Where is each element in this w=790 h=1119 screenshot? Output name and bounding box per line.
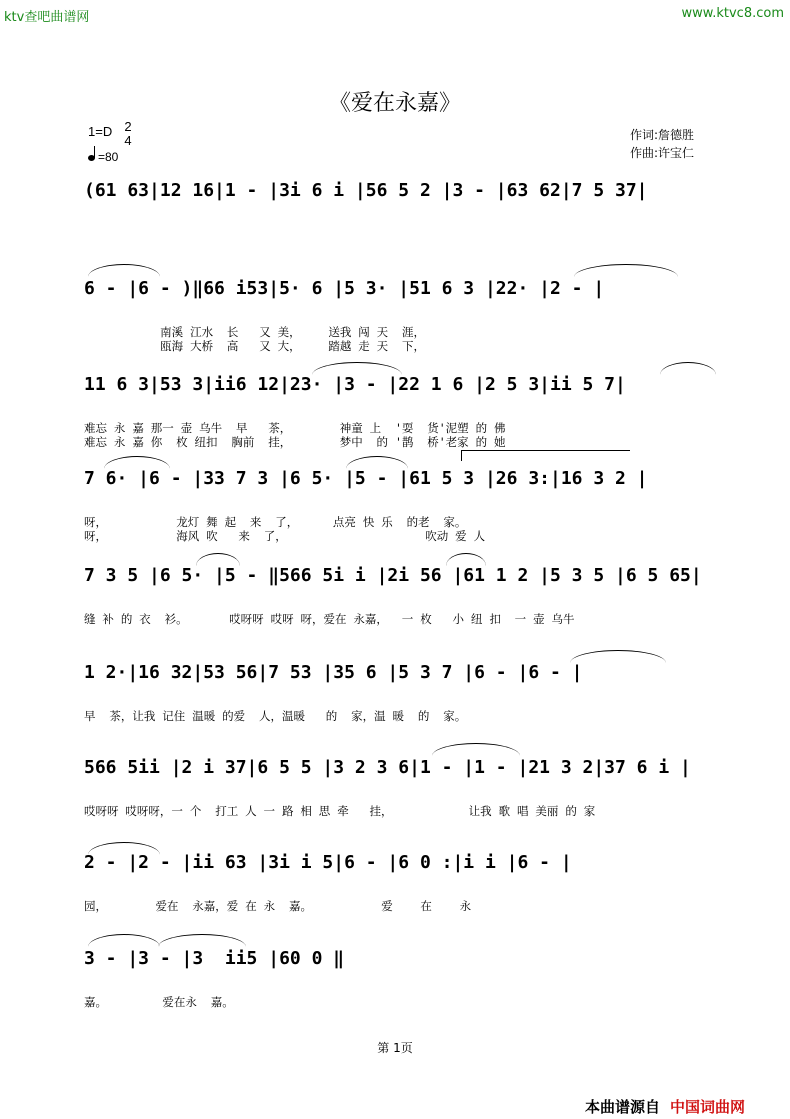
notes-line: 2 - |2 - |ii 63 |3i i 5|6 - |6 0 :|i i |6 - | bbox=[84, 852, 572, 873]
slur bbox=[574, 264, 678, 277]
watermark-right: www.ktvc8.com bbox=[681, 6, 784, 21]
lyric-verse-2: 瓯海 大桥 高 又 大， 踏越 走 天 下， bbox=[84, 339, 426, 353]
slur bbox=[432, 743, 520, 756]
notes-line: (61 63|12 16|1 - |3i 6 i |56 5 2 |3 - |63 62|7 5 37| bbox=[84, 180, 648, 201]
time-bottom: 4 bbox=[124, 133, 132, 148]
lyric-verse-1: 早 茶，让我 记住 温暖 的爱 人，温暖 的 家，温 暖 的 家。 bbox=[84, 709, 467, 723]
first-ending-bracket bbox=[461, 450, 630, 461]
slur bbox=[88, 934, 160, 947]
lyric-verse-2: 难忘 永 嘉 你 枚 纽扣 胸前 挂， 梦中 的 '鹊 桥'老家 的 她 bbox=[84, 435, 506, 449]
lyric-verse-2: 呀， 海风 吹 来 了， 吹动 爱 人 bbox=[84, 529, 486, 543]
lyric-verse-1: 缝 补 的 衣 衫。 哎呀呀 哎呀 呀，爱在 永嘉， 一 枚 小 纽 扣 一 壶 乌牛 bbox=[84, 612, 575, 626]
notes-line: 3 - |3 - |3 ii5 |60 0 ‖ bbox=[84, 948, 345, 969]
lyricist: 作词:詹德胜 bbox=[630, 128, 695, 142]
tempo-value: =80 bbox=[98, 150, 119, 164]
quarter-note-icon bbox=[88, 155, 95, 161]
watermark-left: ktv查吧曲谱网 bbox=[4, 10, 90, 25]
lyric-verse-1: 南溪 江水 长 又 美， 送我 闯 天 涯， bbox=[84, 325, 426, 339]
notes-line: 1 2·|16 32|53 56|7 53 |35 6 |5 3 7 |6 - |6 - | bbox=[84, 662, 583, 683]
slur bbox=[158, 934, 246, 947]
source-site: 中国词曲网 bbox=[670, 1098, 746, 1116]
notes-line: 11 6 3|53 3|ii6 12|23· |3 - |22 1 6 |2 5 3|ii 5 7| bbox=[84, 374, 626, 395]
lyric-verse-1: 难忘 永 嘉 那一 壶 乌牛 早 茶， 神童 上 '耍 货'泥塑 的 佛 bbox=[84, 421, 506, 435]
notes-line: 7 6· |6 - |33 7 3 |6 5· |5 - |61 5 3 |26 3:|16 3 2 | bbox=[84, 468, 648, 489]
key-label: 1=D bbox=[88, 124, 113, 139]
time-signature bbox=[122, 120, 134, 148]
lyric-verse-1: 呀， 龙灯 舞 起 来 了， 点亮 快 乐 的老 家。 bbox=[84, 515, 467, 529]
time-top: 2 bbox=[124, 119, 132, 134]
lyric-verse-1: 哎呀呀 哎呀呀，一 个 打工 人 一 路 相 思 牵 挂， 让我 歌 唱 美丽 的 家 bbox=[84, 804, 596, 818]
notes-line: 6 - |6 - )‖66 i53|5· 6 |5 3· |51 6 3 |22· |2 - | bbox=[84, 278, 605, 299]
song-title: 《爱在永嘉》 bbox=[328, 91, 461, 116]
page-number: 第 1页 bbox=[377, 1041, 413, 1055]
composer: 作曲:许宝仁 bbox=[630, 146, 695, 160]
credits bbox=[630, 126, 694, 162]
slur bbox=[570, 650, 666, 663]
notes-line: 7 3 5 |6 5· |5 - ‖566 5i i |2i 56 |61 1 2 |5 3 5 |6 5 65| bbox=[84, 565, 702, 586]
tempo-marking bbox=[88, 150, 118, 164]
lyric-verse-1: 园， 爱在 永嘉，爱 在 永 嘉。 爱 在 永 bbox=[84, 899, 472, 913]
slur bbox=[660, 362, 716, 375]
source-credit bbox=[585, 1096, 745, 1117]
key-signature bbox=[88, 119, 132, 148]
lyric-verse-1: 嘉。 爱在永 嘉。 bbox=[84, 995, 234, 1009]
slur bbox=[88, 264, 160, 277]
notes-line: 566 5ii |2 i 37|6 5 5 |3 2 3 6|1 - |1 - |21 3 2|37 6 i | bbox=[84, 757, 691, 778]
source-label: 本曲谱源自 bbox=[585, 1098, 661, 1116]
